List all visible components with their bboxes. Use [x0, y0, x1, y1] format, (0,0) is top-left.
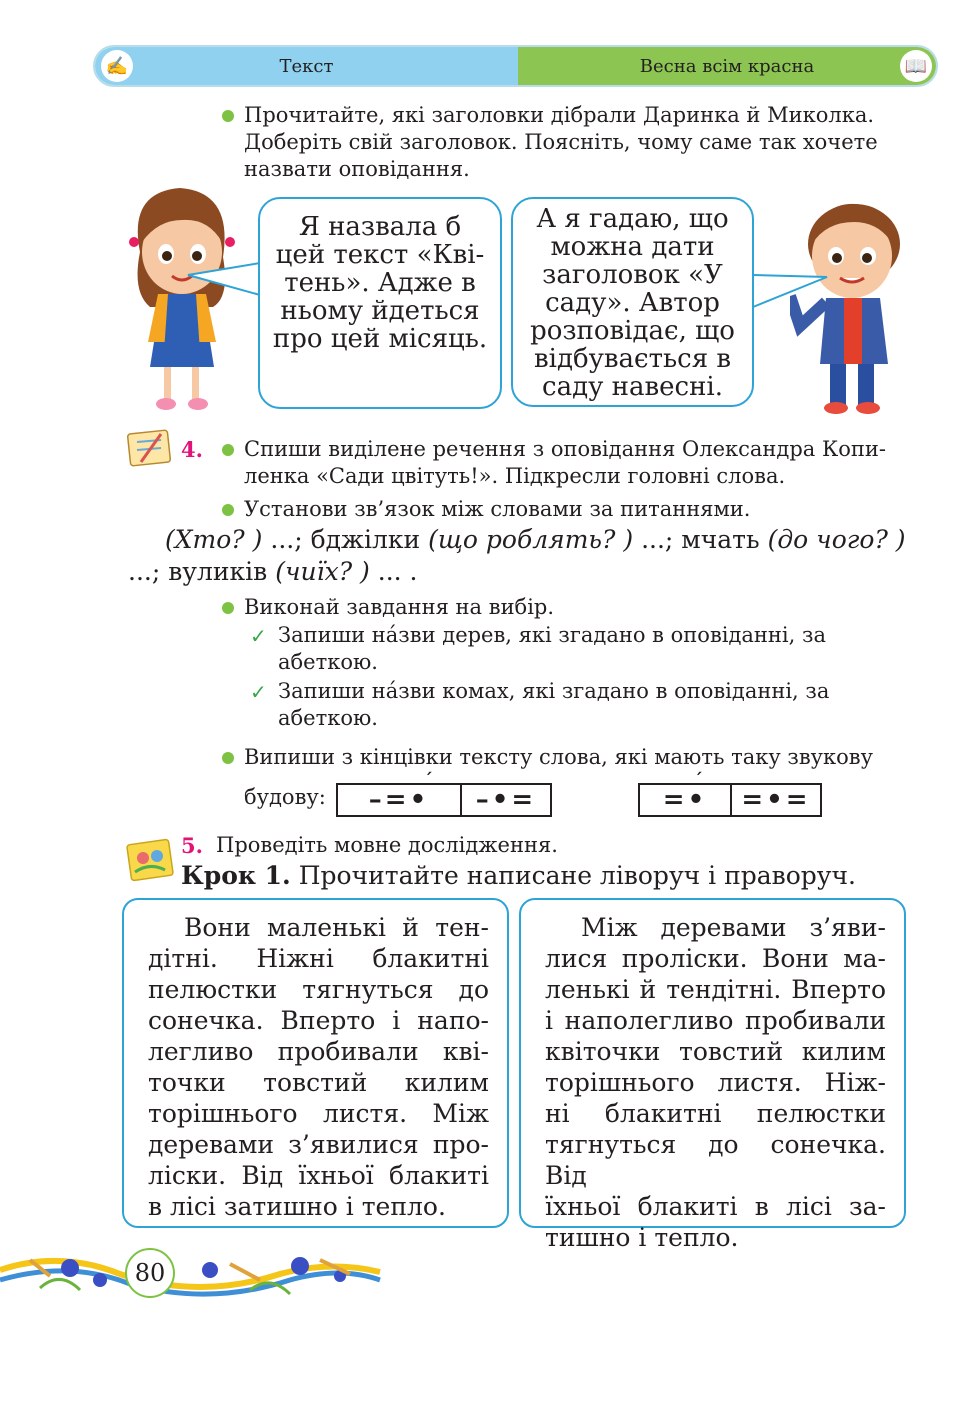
right-text-line: і наполегливо пробивали: [545, 1006, 886, 1035]
right-text-line: квіточки товстий килим: [545, 1037, 886, 1066]
choice-1-line-2: абеткою.: [278, 650, 378, 674]
girl-bubble-line: цей текст «Кві-: [275, 240, 485, 270]
step-1-text: Прочитайте написане ліворуч і праворуч.: [290, 861, 856, 890]
right-text-line: торішнього листя. Ніж-: [545, 1068, 886, 1097]
right-text-line: їхньої блакиті в лісі за-: [545, 1192, 886, 1221]
header-left: [95, 47, 518, 85]
girl-bubble-line: тень». Адже в: [284, 268, 476, 298]
girl-bubble-line: про цей місяць.: [272, 324, 488, 354]
page-header: [93, 45, 938, 87]
left-text-line: легливо пробивали кві-: [148, 1037, 489, 1066]
task-4-bullet-1: [244, 436, 886, 490]
task-4-number: 4.: [181, 437, 203, 462]
left-text-box: [122, 898, 509, 1228]
boy-bubble-line: заголовок «У: [542, 260, 723, 290]
question-line-2: [128, 556, 417, 587]
question-line-1: [165, 524, 906, 555]
scheme-syllable: –=•: [338, 785, 462, 815]
stress-mark-icon: ´: [694, 770, 703, 791]
question-text: ...; мчать: [633, 525, 768, 554]
header-topic-title: Весна всім красна: [639, 55, 815, 77]
task-4-line-2: ленка «Сади цвітуть!». Підкресли головні слова.: [244, 464, 786, 488]
intro-line-1: Прочитайте, які заголовки дібрали Даринка й Миколка.: [244, 103, 875, 127]
sound-scheme-1: [336, 783, 552, 817]
left-text-line: в лісі затишно і тепло.: [148, 1192, 446, 1221]
left-text-line: торішнього листя. Між: [148, 1099, 489, 1128]
intro-line-3: назвати оповідання.: [244, 157, 470, 181]
page-number: 80: [125, 1248, 175, 1298]
task-5-title: Проведіть мовне дослідження.: [216, 833, 558, 857]
choice-2-line-2: абеткою.: [278, 706, 378, 730]
right-text-line: Між деревами з’яви-: [581, 913, 886, 942]
boy-bubble-line: розповідає, що: [530, 316, 735, 346]
stress-mark-icon: ´: [424, 770, 433, 791]
left-text-line: деревами з’явилися про-: [148, 1130, 489, 1159]
choice-1: [250, 622, 826, 676]
scheme-syllable: =•=: [741, 785, 811, 815]
pen-icon: ✍: [101, 50, 133, 82]
task-4-line-1: Спиши виділене речення з оповідання Олександра Копи-: [244, 437, 886, 461]
question-whose: (чиїх? ): [275, 557, 370, 586]
right-text-line: тишно і тепло.: [545, 1223, 739, 1252]
step-1: [181, 860, 856, 891]
girl-speech-bubble: [258, 197, 502, 409]
left-text-line: ліски. Від їхньої блакиті: [148, 1161, 489, 1190]
intro-line-2: Доберіть свій заголовок. Поясніть, чому саме так хочете: [244, 130, 878, 154]
question-text: ...; бджілки: [262, 525, 429, 554]
boy-bubble-line: відбувається в: [533, 344, 732, 374]
header-right: [518, 47, 936, 85]
boy-bubble-line: А я гадаю, що: [536, 204, 729, 234]
left-text-line: Вони маленькі й тен-: [184, 913, 489, 942]
task-4-bullet-2: Установи зв’язок між словами за питаннями.: [244, 497, 751, 521]
right-text-line: ні блакитні пелюстки: [545, 1099, 886, 1128]
question-who: (Хто? ): [165, 525, 263, 554]
header-section-title: Текст: [279, 55, 334, 77]
right-text-box: [519, 898, 906, 1252]
task-4-bullet-4-continued: будову:: [244, 785, 326, 809]
left-text-line: точки товстий килим: [148, 1068, 489, 1097]
research-task-icon: [123, 836, 175, 884]
checkmark-icon: ✓: [250, 624, 267, 648]
notebook-task-icon: [127, 428, 173, 468]
task-5-number: 5.: [181, 833, 203, 858]
boy-bubble-line: саду навесні.: [542, 372, 723, 402]
boy-bubble-line: можна дати: [550, 232, 715, 262]
sound-scheme-2: [638, 783, 822, 817]
scheme-syllable: –•=: [475, 785, 537, 815]
boy-bubble-line: саду». Автор: [545, 288, 720, 318]
choice-2-line-1: Запиши на́зви комах, які згадано в оповіданні, за: [278, 679, 830, 703]
task-4-bullet-4: Випиши з кінцівки тексту слова, які мають таку звукову: [244, 745, 873, 769]
intro-instruction: [244, 102, 878, 183]
step-1-label: Крок 1.: [181, 861, 291, 890]
left-text-line: дітні. Ніжні блакитні: [148, 944, 489, 973]
floral-ornament: [0, 1240, 385, 1310]
boy-speech-bubble: [511, 197, 754, 407]
scheme-syllable: =•: [640, 785, 732, 815]
task-4-bullet-3: Виконай завдання на вибір.: [244, 595, 555, 619]
left-text-line: сонечка. Вперто і напо-: [148, 1006, 489, 1035]
choice-2: [250, 678, 830, 732]
girl-bubble-pointer: [180, 255, 270, 315]
checkmark-icon: ✓: [250, 680, 267, 704]
book-icon: 📖: [900, 50, 932, 82]
left-text-line: пелюстки тягнуться до: [148, 975, 489, 1004]
girl-bubble-line: Я назвала б: [298, 212, 462, 242]
girl-bubble-line: ньому йдеться: [280, 296, 480, 326]
right-text-line: лися проліски. Вони ма-: [545, 944, 886, 973]
question-text: ...; вуликів: [128, 557, 276, 586]
right-text-line: тягнуться до сонечка. Від: [545, 1130, 886, 1190]
question-what-do: (що роблять? ): [428, 525, 634, 554]
right-text-line: ленькі й тендітні. Вперто: [545, 975, 886, 1004]
question-to-what: (до чого? ): [767, 525, 906, 554]
boy-bubble-pointer: [745, 255, 835, 315]
choice-1-line-1: Запиши на́зви дерев, які згадано в оповіданні, за: [278, 623, 826, 647]
question-text: ... .: [369, 557, 418, 586]
